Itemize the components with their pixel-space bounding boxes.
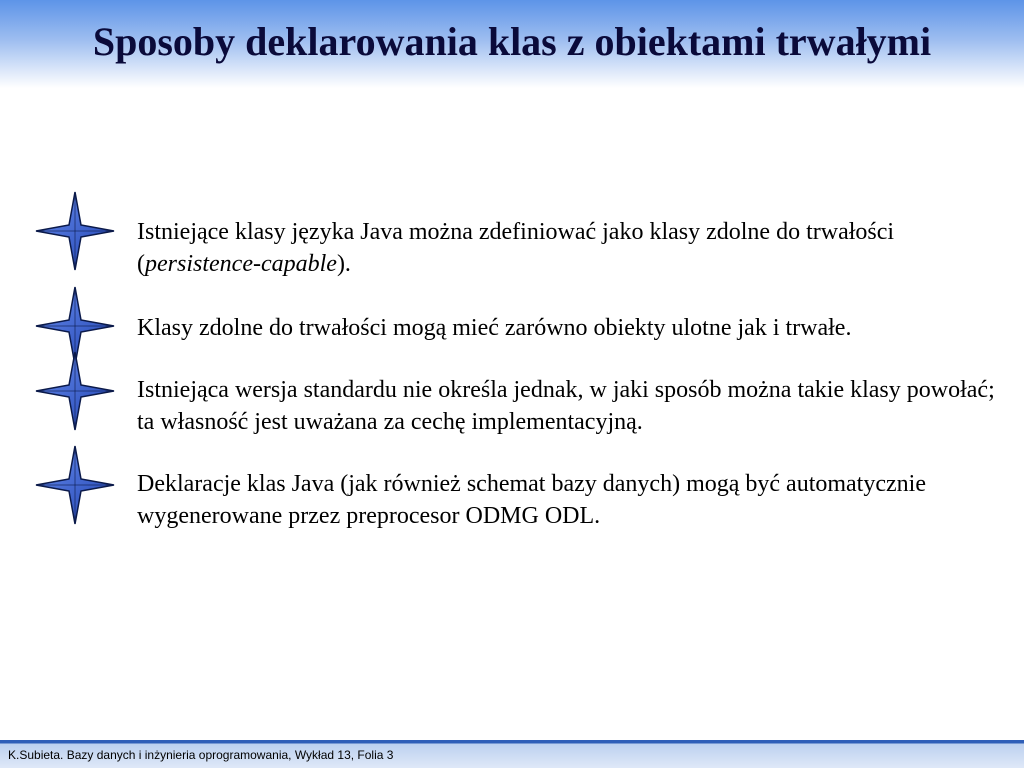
bullet-text-part: ).: [336, 251, 351, 277]
bullet-text-part: Deklaracje klas Java (jak również schemat bazy danych) mogą być automatycznie wygenerowane przez preprocesor ODMG ODL.: [137, 471, 926, 529]
bullet-text-italic: persistence-capable: [145, 251, 337, 277]
bullet-text: [137, 312, 997, 344]
bullet-text-part: Istniejąca wersja standardu nie określa jednak, w jaki sposób można takie klasy powołać; ta własność jest uważana za cechę implementacyjną.: [137, 377, 995, 435]
bullet-text-part: Klasy zdolne do trwałości mogą mieć zarówno obiekty ulotne jak i trwałe.: [137, 315, 852, 341]
star-bullet-icon: [34, 444, 116, 526]
bullet-text: [137, 468, 997, 532]
bullet-text: [137, 216, 997, 280]
star-bullet-icon: [34, 190, 116, 272]
footer-bar: [0, 740, 1024, 768]
bullet-text-part: Istniejące klasy języka Java można zdefiniować jako klasy zdolne do trwałości (: [137, 219, 895, 277]
star-bullet-icon: [34, 350, 116, 432]
footer-text: K.Subieta. Bazy danych i inżynieria oprogramowania, Wykład 13, Folia 3: [8, 748, 394, 762]
bullet-text: [137, 374, 997, 438]
slide-title: Sposoby deklarowania klas z obiektami trwałymi: [92, 19, 932, 64]
